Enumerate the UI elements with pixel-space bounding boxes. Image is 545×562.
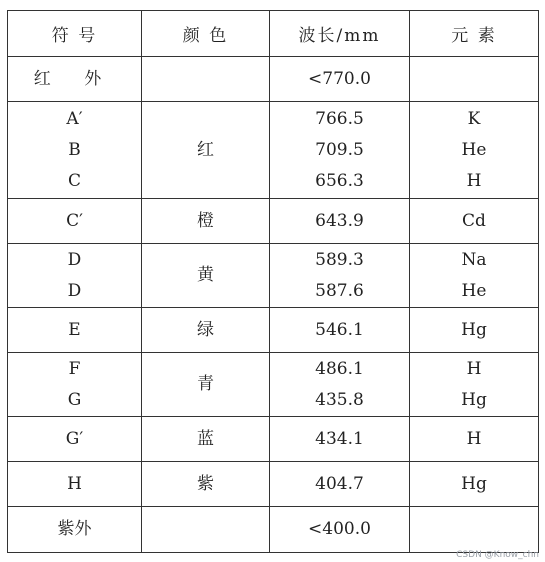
wavelength-cell-value: <400.0	[308, 519, 371, 539]
element-cell	[410, 507, 539, 553]
symbol-cell	[8, 462, 142, 507]
table-row	[8, 199, 539, 244]
element-cell	[410, 57, 539, 102]
header-row	[8, 11, 539, 57]
color-cell-value: 青	[197, 374, 214, 394]
element-cell	[410, 462, 539, 507]
color-cell	[142, 417, 270, 462]
element-cell	[410, 308, 539, 353]
element-cell	[410, 199, 539, 244]
symbol-cell-value: C	[67, 170, 81, 191]
element-cell-value: Na	[461, 249, 487, 270]
wavelength-cell-value: 656.3	[315, 170, 364, 191]
wavelength-cell	[270, 507, 410, 553]
element-cell	[410, 417, 539, 462]
symbol-cell	[8, 507, 142, 553]
color-cell-value: 绿	[197, 319, 214, 340]
element-cell-value: K	[467, 108, 481, 129]
element-cell-value: He	[461, 280, 487, 301]
symbol-cell	[8, 308, 142, 353]
symbol-cell	[8, 353, 142, 417]
symbol-cell-value: G′	[65, 428, 84, 449]
symbol-cell-value: G	[67, 389, 82, 410]
table-row	[8, 507, 539, 553]
wavelength-cell-value: 434.1	[315, 428, 364, 449]
wavelength-cell	[270, 244, 410, 308]
wavelength-cell	[270, 57, 410, 102]
color-cell-value: 紫	[197, 473, 214, 494]
color-cell	[142, 102, 270, 199]
wavelength-cell	[270, 462, 410, 507]
color-cell	[142, 57, 270, 102]
table-header	[8, 11, 539, 57]
color-cell-value: 橙	[197, 210, 214, 231]
color-cell	[142, 462, 270, 507]
color-cell-value: 红	[197, 139, 214, 160]
header-wavelength: 波长/mm	[270, 11, 410, 57]
table-row	[8, 102, 539, 199]
wavelength-cell-value: 709.5	[315, 139, 364, 160]
symbol-cell-value: F	[68, 358, 81, 379]
header-symbol: 符 号	[8, 11, 142, 57]
wavelength-cell-value: 587.6	[315, 280, 364, 301]
element-cell-value: He	[461, 139, 487, 160]
symbol-cell	[8, 102, 142, 199]
wavelength-cell-value: 589.3	[315, 249, 364, 270]
element-cell-value: Hg	[461, 473, 487, 494]
wavelength-cell-value: 643.9	[315, 210, 364, 231]
color-cell-value: 黄	[197, 265, 214, 285]
wavelength-cell-value: 486.1	[315, 358, 364, 379]
color-cell-value: 蓝	[197, 428, 214, 449]
table-row	[8, 57, 539, 102]
symbol-cell	[8, 244, 142, 308]
wavelength-cell-value: 435.8	[315, 389, 364, 410]
color-cell	[142, 199, 270, 244]
element-cell-value: H	[466, 358, 482, 379]
symbol-cell-value: 紫外	[57, 519, 92, 539]
wavelength-cell-value: <770.0	[308, 68, 371, 89]
element-cell	[410, 353, 539, 417]
color-cell	[142, 507, 270, 553]
element-cell-value: Hg	[461, 319, 487, 340]
symbol-cell-value: D	[67, 280, 82, 301]
symbol-cell	[8, 199, 142, 244]
wavelength-cell-value: 404.7	[315, 473, 364, 494]
wavelength-cell-value: 546.1	[315, 319, 364, 340]
wavelength-cell	[270, 102, 410, 199]
table-row	[8, 308, 539, 353]
table-row	[8, 462, 539, 507]
table-body	[8, 57, 539, 553]
symbol-cell-value: C′	[66, 210, 83, 231]
symbol-cell-value: D	[67, 249, 82, 270]
table-row	[8, 244, 539, 308]
symbol-cell-value: B	[68, 139, 81, 160]
color-cell	[142, 353, 270, 417]
symbol-cell-value: A′	[66, 108, 83, 129]
symbol-cell	[8, 57, 142, 102]
element-cell	[410, 102, 539, 199]
wavelength-cell	[270, 353, 410, 417]
wavelength-cell	[270, 308, 410, 353]
symbol-cell-value: H	[67, 473, 82, 494]
color-cell	[142, 244, 270, 308]
header-color: 颜 色	[142, 11, 270, 57]
element-cell	[410, 244, 539, 308]
element-cell-value: H	[466, 170, 482, 191]
element-cell-value: H	[466, 428, 482, 449]
watermark: CSDN @Know_chn	[456, 550, 539, 560]
header-element: 元 素	[410, 11, 539, 57]
symbol-cell-value: 红 外	[33, 68, 116, 89]
table-row	[8, 353, 539, 417]
color-cell	[142, 308, 270, 353]
wavelength-cell	[270, 199, 410, 244]
wavelength-cell	[270, 417, 410, 462]
element-cell-value: Cd	[462, 210, 486, 231]
element-cell-value: Hg	[461, 389, 487, 410]
spectral-lines-table	[7, 10, 539, 553]
symbol-cell-value: E	[68, 319, 81, 340]
table-row	[8, 417, 539, 462]
symbol-cell	[8, 417, 142, 462]
wavelength-cell-value: 766.5	[315, 108, 364, 129]
